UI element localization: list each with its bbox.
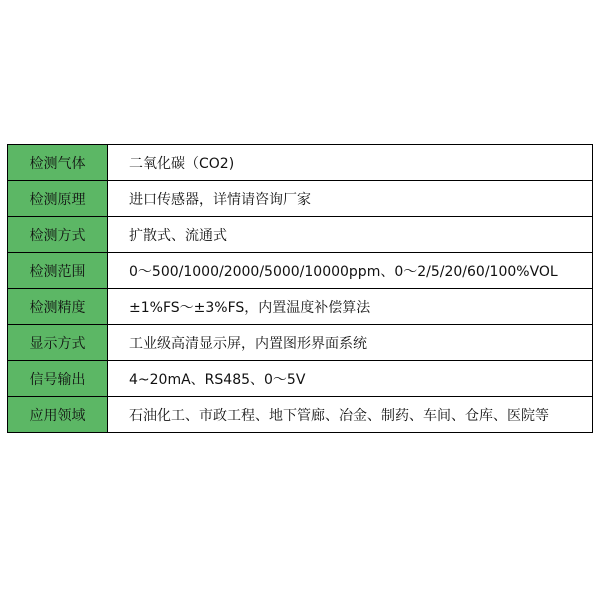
row-label-range: 检测范围 (8, 253, 108, 289)
row-label-application: 应用领域 (8, 397, 108, 433)
row-value-accuracy: ±1%FS～±3%FS，内置温度补偿算法 (108, 289, 593, 325)
table-row (8, 253, 593, 289)
table-row (8, 325, 593, 361)
row-label-gas: 检测气体 (8, 145, 108, 181)
row-value-principle: 进口传感器，详情请咨询厂家 (108, 181, 593, 217)
table-row (8, 181, 593, 217)
row-label-principle: 检测原理 (8, 181, 108, 217)
row-value-gas: 二氧化碳（CO2) (108, 145, 593, 181)
table-row (8, 145, 593, 181)
row-value-range: 0～500/1000/2000/5000/10000ppm、0～2/5/20/60/100%VOL (108, 253, 593, 289)
row-label-display: 显示方式 (8, 325, 108, 361)
table-row (8, 217, 593, 253)
row-value-application: 石油化工、市政工程、地下管廊、冶金、制药、车间、仓库、医院等 (108, 397, 593, 433)
row-value-display: 工业级高清显示屏，内置图形界面系统 (108, 325, 593, 361)
table-row (8, 361, 593, 397)
table-row (8, 289, 593, 325)
table-row (8, 397, 593, 433)
row-label-output: 信号输出 (8, 361, 108, 397)
row-label-method: 检测方式 (8, 217, 108, 253)
spec-table (7, 144, 593, 433)
row-value-method: 扩散式、流通式 (108, 217, 593, 253)
row-value-output: 4~20mA、RS485、0～5V (108, 361, 593, 397)
row-label-accuracy: 检测精度 (8, 289, 108, 325)
spec-table-body (8, 145, 593, 433)
